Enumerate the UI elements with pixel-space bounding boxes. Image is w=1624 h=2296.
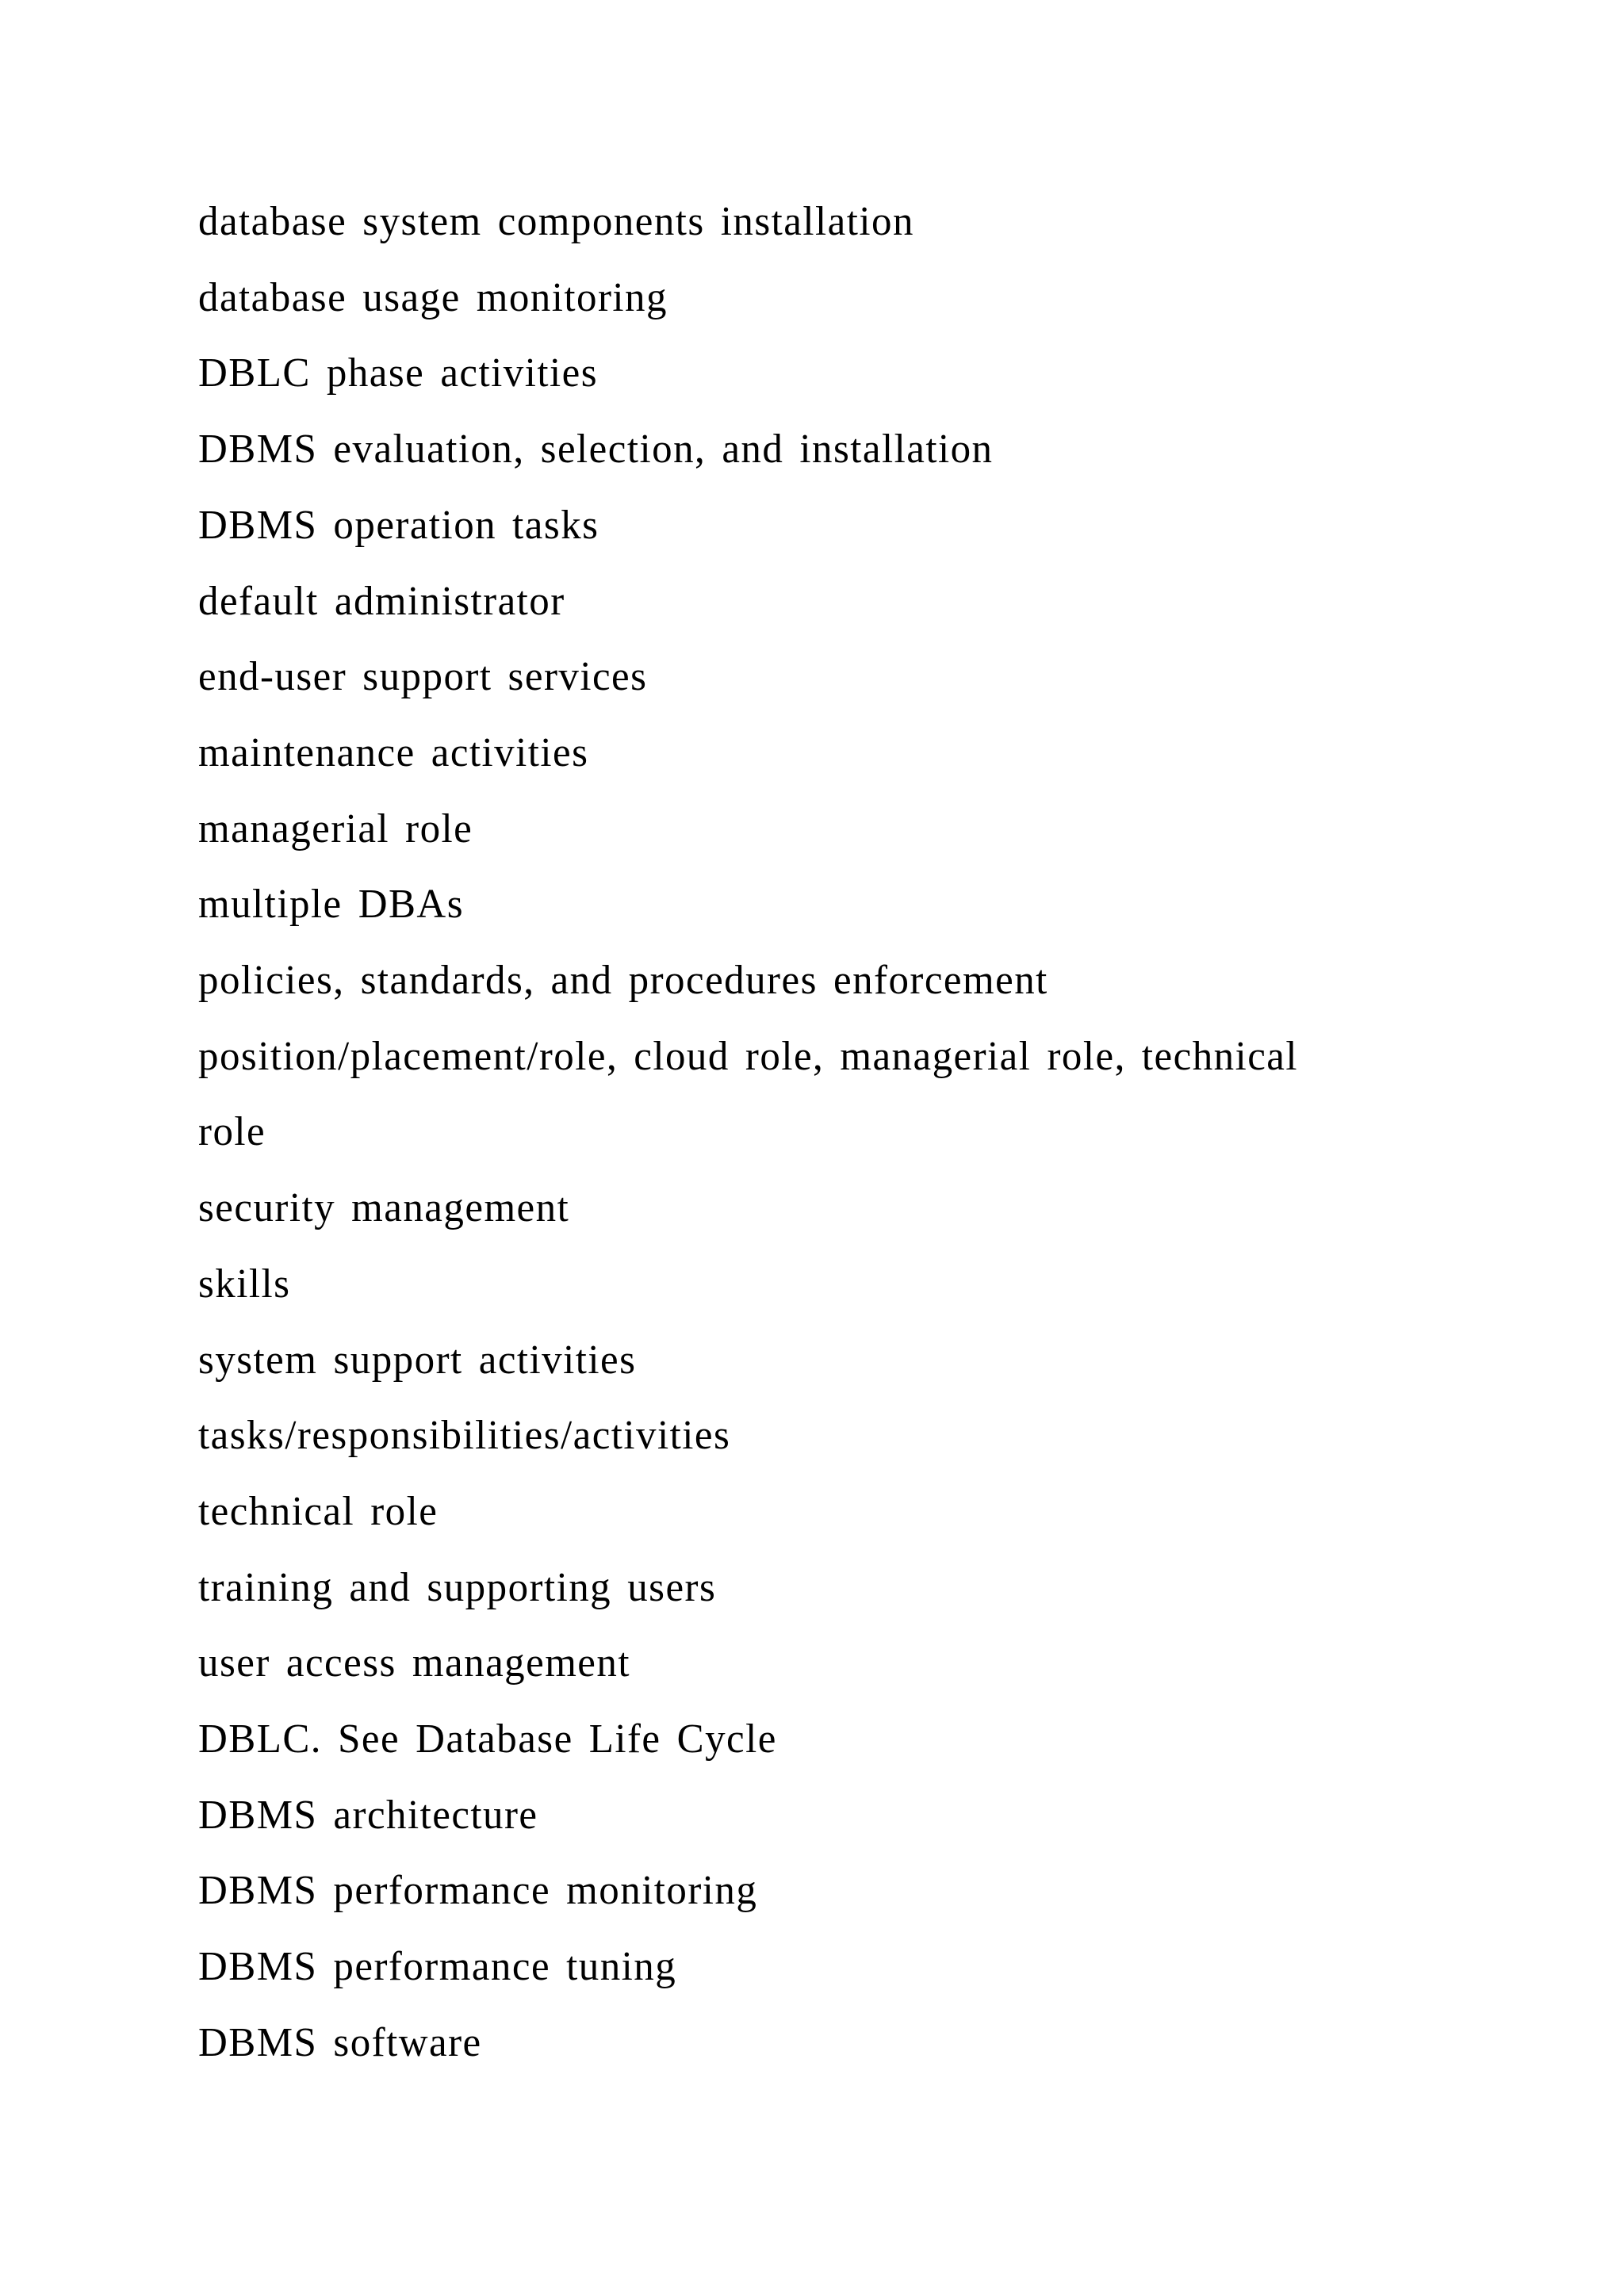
index-entry: tasks/responsibilities/activities: [198, 1413, 731, 1459]
index-entry: DBMS performance tuning: [198, 1944, 677, 1990]
index-entry: default administrator: [198, 578, 565, 624]
index-entry: DBMS software: [198, 2019, 482, 2065]
index-entry: user access management: [198, 1640, 630, 1686]
index-entry: training and supporting users: [198, 1564, 717, 1610]
index-entry: system support activities: [198, 1337, 637, 1383]
index-entry: security management: [198, 1185, 570, 1231]
index-entry: technical role: [198, 1488, 439, 1534]
index-entry: skills: [198, 1261, 291, 1307]
index-entry: DBMS evaluation, selection, and installation: [198, 427, 994, 473]
index-entry-continuation: role: [198, 1109, 266, 1155]
index-entry: policies, standards, and procedures enforcement: [198, 958, 1048, 1004]
index-entry: DBMS architecture: [198, 1792, 538, 1838]
index-entry: DBMS performance monitoring: [198, 1868, 758, 1914]
index-entry-list: [198, 184, 1411, 2081]
index-entry: position/placement/role, cloud role, managerial role, technical: [198, 1033, 1299, 1079]
index-entry: managerial role: [198, 806, 473, 851]
index-entry: DBMS operation tasks: [198, 502, 599, 548]
index-entry: database usage monitoring: [198, 274, 668, 320]
index-entry: database system components installation: [198, 199, 914, 244]
index-entry: DBLC phase activities: [198, 350, 599, 396]
index-entry: end-user support services: [198, 654, 648, 700]
index-entry: maintenance activities: [198, 729, 589, 775]
index-entry: multiple DBAs: [198, 882, 465, 928]
index-entry: DBLC. See Database Life Cycle: [198, 1716, 777, 1762]
